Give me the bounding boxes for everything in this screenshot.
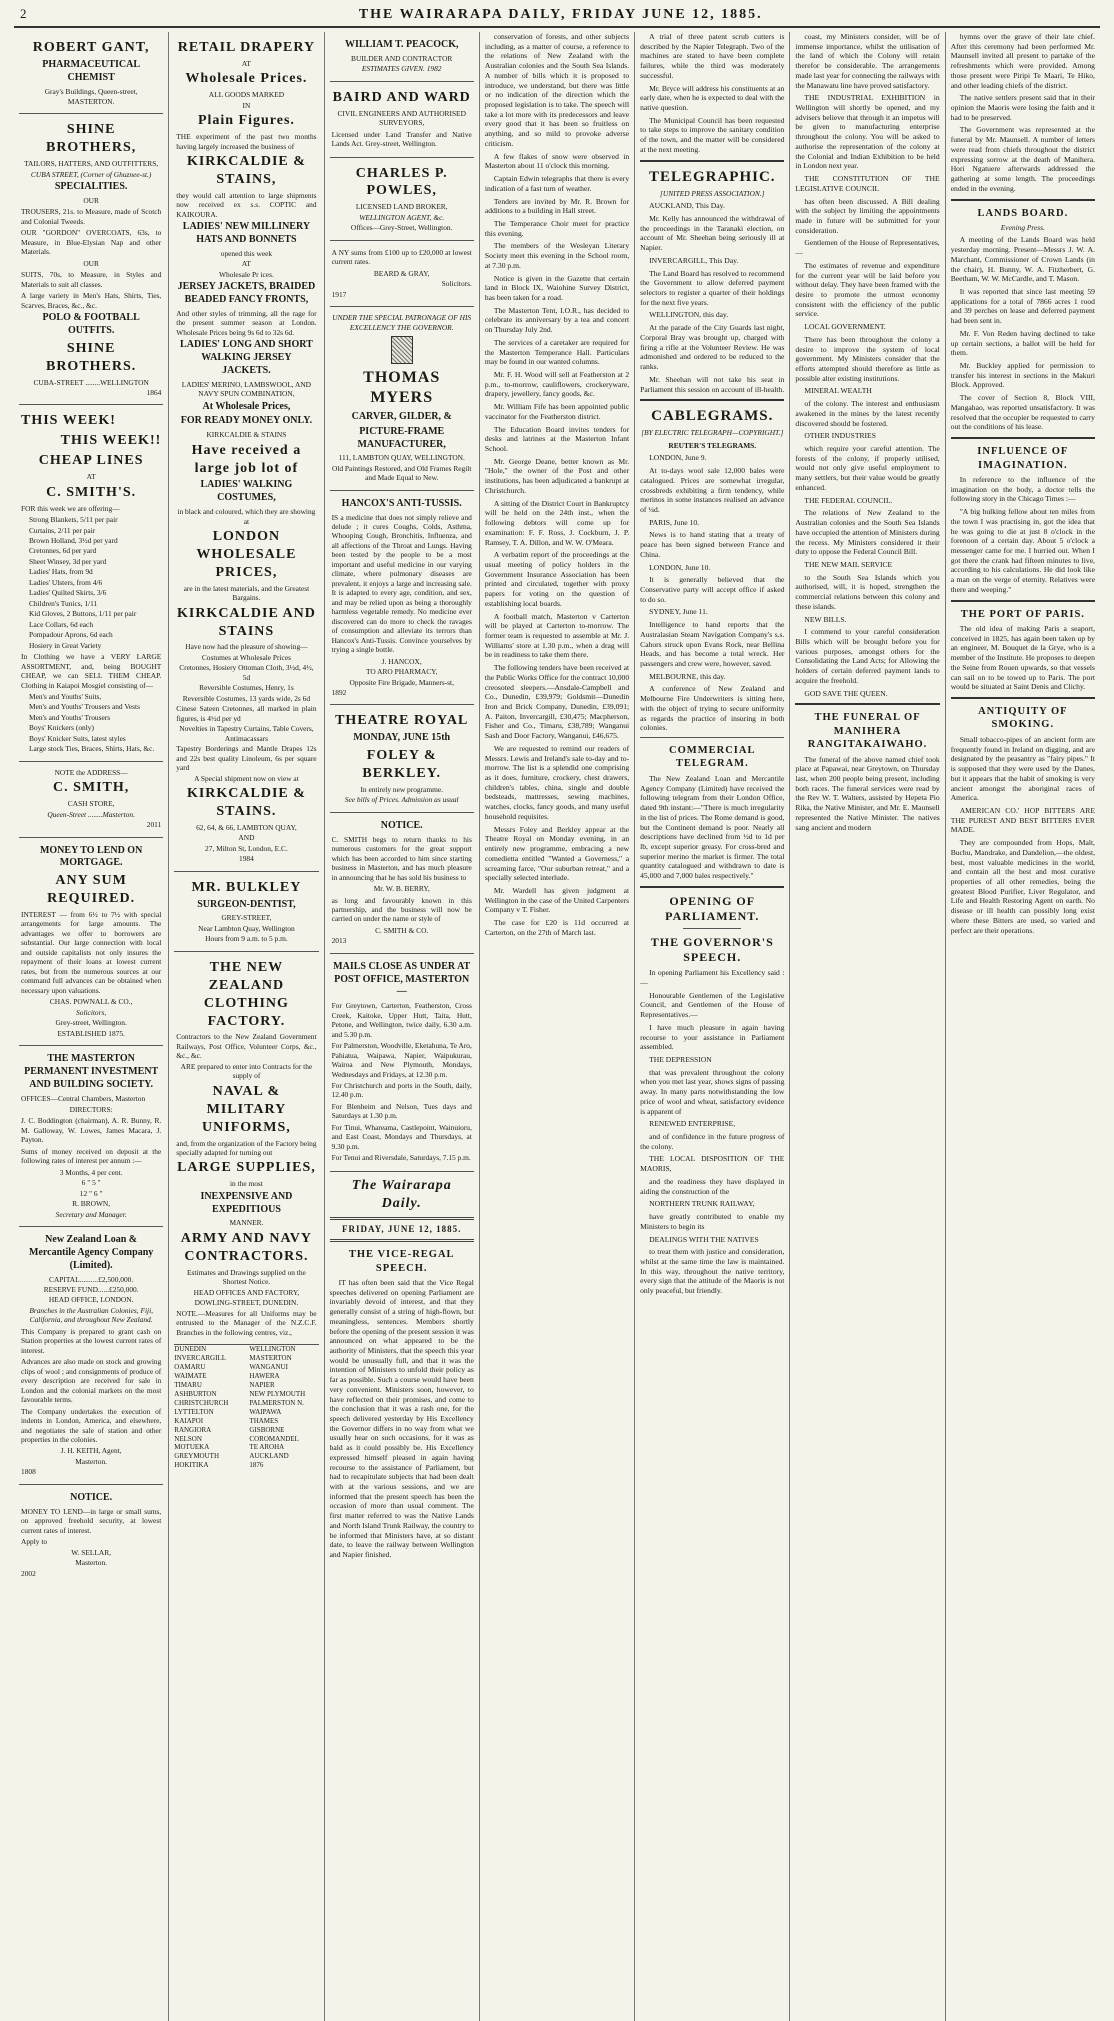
text-line: The Land Board has resolved to recommend the Government to allow deferred payment selectors to register a quarter of their holdings for the next five years.	[640, 268, 785, 307]
list-item: Curtains, 2/11 per pair	[29, 525, 96, 535]
port-of-paris-heading: THE PORT OF PARIS.	[960, 608, 1085, 620]
ad-line: THE NEW ZEALAND CLOTHING FACTORY.	[203, 959, 289, 1029]
ad-line: Plain Figures.	[197, 113, 295, 129]
commercial-body	[640, 774, 784, 881]
text-line: The old idea of making Paris a seaport, conceived in 1825, has again been taken up by an engineer, M. Bouquet de la Grye, who is a member of the Institute. He proposes to deepen the Seine from Rouen upwards, so that vessels can sail on to be towed up to Paris. The port would be situated at Saint Denis and Clichy.	[950, 624, 1095, 692]
text-line: THE CONSTITUTION OF THE LEGISLATIVE COUNCIL	[795, 174, 940, 193]
funeral-heading: THE FUNERAL OF MANIHERA RANGITAKAIWAHO.	[807, 712, 928, 751]
text-line: At the parade of the City Guards last night, Corporal Bray was brought up, charged with firing a rifle at the Volunteer Review. He was admonished and ordered to be reduced to the ranks.	[640, 323, 785, 372]
list-item: TE AROHA	[249, 1443, 285, 1452]
royal-arms-emblem	[332, 336, 472, 364]
text-line: A few flakes of snow were observed in Masterton about 11 o'clock this morning.	[484, 151, 630, 171]
text-line: Messrs Foley and Berkley appear at the Theatre Royal on Monday evening, in an entirely new programme, embracing a new comedietta entitled "Wanted a Governess," a screaming farce, "Our suburban retreat," and a specially selected interlude.	[484, 824, 630, 883]
text-line: At to-days wool sale 12,000 bales were catalogued. Prices are somewhat irregular, crossbreds exhibiting a firm tendency, while merinos in some instances realised an advance of ¼d.	[640, 466, 785, 514]
ad-line: 1984	[239, 854, 254, 864]
ad-line: NAVAL & MILITARY UNIFORMS,	[202, 1083, 291, 1135]
text-line: Small tobacco-pipes of an ancient form are frequently found in Ireland on digging, and are designated by the peasantry as "fairy pipes." It is supposed that they were used by the Danes, but it appears that the habit of smoking is very ancient amongst the aboriginal races of America.	[950, 734, 1095, 803]
list-item: Pompadour Aprons, 6d each	[29, 630, 113, 640]
ad-line: Reversible Costumes, 13 yards wide, 2s 6d	[182, 693, 311, 703]
list-item: Boys' Knickers (only)	[29, 723, 94, 733]
ad-line: are in the latest materials, and the Greatest Bargains.	[183, 583, 310, 603]
text-line: have greatly contributed to enable my Ministers to begin its	[640, 1212, 785, 1231]
editorial-masthead: The Wairarapa Daily.	[351, 1177, 452, 1211]
text-line: "A big hulking fellow about ten miles from the town I was practising in, got the idea that he was going to die at just 8 o'clock in the forenoon of a certain day. About 5 o'clock a messenger came for me. I hurried out. When I got there the crank had fifteen minutes to live, according to his calculations. He did look like a man on the verge of eternity. Relatives were there and weeping."	[950, 507, 1095, 594]
ad-smith-notice: NOTICE. C. SMITH begs to return thanks to his numerous customers for the great support which has been accorded to him since starting business in Masterton, and has much pleasure in announcing that he has sold his business to Mr. W. B. BERRY, as long and favourably known in this partnership, and the business will now be carried on under the name or style of C. SMITH & CO. 2013	[330, 813, 474, 954]
list-item: Large stock Ties, Braces, Shirts, Hats, &c.	[29, 744, 155, 754]
text-line: It was reported that since last meeting 59 applications for a total of 7866 acres 1 rood and 39 perches on lease and deferred payment had been sent in.	[950, 287, 1095, 326]
list-item: 1876	[249, 1461, 264, 1470]
text-line: LONDON, June 9.	[649, 453, 707, 463]
ad-line: AND	[238, 833, 255, 843]
text-line: Mr. Bryce will address his constituents at an early date, when he is expected to deal with the native question.	[640, 83, 785, 113]
ad-line: Estimates and Drawings supplied on the Shortest Notice.	[186, 1267, 306, 1287]
ad-line: they would call attention to large shipments now received ex s.s. COPTIC and KAIKOURA.	[176, 190, 317, 219]
text-line: has often been discussed. A Bill dealing with the subject by limiting the appointments made in future will be submitted for your consideration.	[795, 196, 940, 235]
mail-schedule-line: For Tinui, Whareama, Castlepoint, Wainuioru, and East Coast, Mondays and Thursdays, at 9.30 p.m.	[331, 1122, 472, 1151]
ad-line: A Special shipment now on view at	[194, 773, 299, 783]
ad-line: FOR READY MONEY ONLY.	[180, 415, 313, 427]
editorial-body	[330, 1278, 474, 1560]
text-line: The following tenders have been received at the Public Works Office for the contract 10,000 creosoted sleepers.—Ansdale-Campbell and Co., Dunedin, £39,979; Goldsmit—Dunedin Iron and Brick Company, Dunedin, £39,091; A. Paiton, Invercargill, £30,475; Macpherson, Fisher and Co., Timaru, £38,789; Wanganui Sash and Door Factory, Wanganui, £46,675.	[484, 663, 630, 741]
list-item: WAIPAWA	[249, 1407, 282, 1416]
list-item: KAIAPOI	[174, 1416, 204, 1425]
ad-kirkcaldie-stains	[174, 32, 318, 872]
lands-board-heading: LANDS BOARD.	[977, 207, 1069, 219]
column-6	[790, 32, 945, 2021]
text-line: THE INDUSTRIAL EXHIBITION in Wellington will shortly be opened, and my advisers believe that through it an impetus will be given to manufacturing enterprise throughout the colony. You will be asked to authorise the representation of the colony at the Colonial and Indian Exhibition to be held in London next year.	[795, 93, 940, 171]
list-item: Children's Tunics, 1/11	[29, 598, 98, 608]
ad-line: ARMY AND NAVY CONTRACTORS.	[180, 1230, 313, 1264]
list-item: MOTUEKA	[174, 1443, 210, 1452]
text-line: LONDON, June 10.	[649, 562, 711, 572]
text-line: AMERICAN CO.' HOP BITTERS ARE THE PUREST AND BEST BITTERS EVER MADE.	[950, 805, 1095, 835]
ad-line: Wholesale Prices.	[185, 71, 308, 87]
list-item: COROMANDEL	[249, 1434, 299, 1443]
ad-line: and, from the organization of the Factory being specially adapted for turning out	[176, 1138, 317, 1157]
ad-line: Cinese Sateen Cretonnes, all marked in plain figures, is 4½d per yd	[176, 704, 317, 723]
column-2	[169, 32, 324, 2021]
port-of-paris-body	[951, 624, 1095, 692]
text-line: NEW BILLS.	[804, 614, 847, 624]
ad-line: Tapestry Borderings and Mantle Drapes 12s and 22s best quality Linoleum, 6s per square yard	[176, 744, 317, 773]
column-3	[325, 32, 480, 2021]
ad-theatre-royal: THEATRE ROYAL MONDAY, JUNE 15th FOLEY & BERKLEY. In entirely new programme. See bills of Prices. Admission as usual	[330, 705, 474, 812]
mail-schedule-line: For Greytown, Carterton, Featherston, Cross Creek, Kaitoke, Upper Hutt, Taita, Hutt, Petone, and Wellington, twice daily, 6.30 a.m. and 5.30 p.m.	[331, 1001, 472, 1039]
list-item: WAIMATE	[174, 1371, 207, 1380]
column-7: hymns over the grave of their late chief. After this ceremony had been performed Mr. Maunsell invited all present to partake of the refreshments which were provided. Among those present were Piripi Te Maari, Te Hiko, and other leading chiefs of the district. The native settlers present said that in their opinion the Maoris were losing the faith and it had to be preserved. The Government was represented at the funeral by Mr. Maunsell. A number of letters were read from chiefs throughout the district expressing sorrow at the death of Manihera. Hori Ngatuere afterwards addressed the gathering at some length. The proceedings ended in the evening. LANDS BOARD. Evening Press. A meeting of the Lands Board was held yesterday morning. Present—Messrs J. W. A. Marchant, Commissioner of Crown Lands (in the chair), H. Bunny, W. A. Fitzherbert, G. Beetham, W. W. McCardle, and T. Mason. It was reported that since last meeting 59 applications for a total of 7866 acres 1 rood and 39 perches on lease and deferred payment had been sent in. Mr. F. Von Reden having declined to take up certain sections, a ballot will be held for them. Mr. Buckley applied for permission to transfer his interest in sections in the Makuri Block. Approved. The cover of Section 8, Block VIII, Mangahao, was reported unsatisfactory. It was resolved that the occupier be requested to carry out the conditions of his lease. INFLUENCE OF IMAGINATION. In reference to the influence of the imagination on the body, a doctor tells the following story in the Chicago Times :— "A big hulking fellow about ten miles from the town I was practising in, got the idea that he was going to die at just 8 o'clock in the forenoon of a certain day. About 5 o'clock a messenger came for me. I hurried out. When I got there the crank had fifteen minutes to live, according to his calculations. He did look like a man on the verge of eternity. Relatives were there and weeping." THE PORT OF PARIS. The old idea of making Paris a seaport, conceived in 1825, has again been taken up by an engineer, M. Bouquet de la Grye, who is a member of the Institute. He proposes to deepen the Seine from Rouen upwards, so that vessels can sail on to be towed up to Paris. The port would be situated at Saint Denis and Clichy. ANTIQUITY OF SMOKING. Small tobacco-pipes of an ancient form are frequently found in Ireland on digging, and are designated by the peasantry as "fairy pipes." It is supposed that they were used by the Danes, but it appears that the habit of smoking is very ancient amongst the aboriginal races of America. AMERICAN CO.' HOP BITTERS ARE THE PUREST AND BEST BITTERS EVER MADE. They are compounded from Hops, Malt, Buchu, Mandrake, and Dandelion,—the oldest, best, most valuable medicines in the world, and contain all the best and most curative properties of all other remedies, being the greatest Blood Purifier, Liver Regulator, and Life and Health Restoring Agent on earth. No disease or ill health can possibly long exist where these Bitters are used, so varied and perfect are their operations.	[950, 32, 1095, 935]
ad-powles: CHARLES P. POWLES, LICENSED LAND BROKER, WELLINGTON AGENT, &c. Offices—Grey-Street, Wellington.	[330, 158, 474, 241]
text-line: The Government was represented at the funeral by Mr. Maunsell. A number of letters were read from chiefs throughout the district expressing sorrow at the death of Manihera. Hori Ngatuere afterwards addressed the gathering at some length. The proceedings ended in the evening.	[950, 125, 1095, 193]
text-line: NORTHERN TRUNK RAILWAY,	[649, 1199, 755, 1209]
ad-line: NOTE.—Measures for all Uniforms may be entrusted to the Manager of the N.Z.C.F. Branches in the following centres, viz.,	[176, 1308, 317, 1337]
ad-line: DOWLING-STREET, DUNEDIN.	[194, 1298, 299, 1308]
list-item: OAMARU	[174, 1362, 206, 1371]
text-line: to the South Sea Islands which you authorised, will, it is hoped, strengthen the commercial relations between this colony and these islands.	[795, 572, 940, 611]
ad-c-smith-cheap-lines: THIS WEEK! THIS WEEK!! CHEAP LINES AT C. SMITH'S. FOR this week we are offering— Strong Blankets, 5/11 per pair Curtains, 2/11 per pair Brown Holland, 3½d per yard Cretonnes, 6d per yard Sheet Winsey, 3d per yard Ladies' Hats, from 9d Ladies' Ulsters, from 4/6 Ladies' Quilted Skirts, 3/6 Children's Tunics, 1/11 Kid Gloves, 2 Buttons, 1/11 per pair Lace Collars, 6d each Pompadour Aprons, 6d each Hosiery in Great Variety In Clothing we have a VERY LARGE ASSORTMENT, and, being BOUGHT CHEAP, we can SELL THEM CHEAP. Clothing in Kaiapoi Mosgiel consisting of— Men's and Youths' Suits, Men's and Youths' Trousers and Vests Men's and Youths' Trousers Boys' Knickers (only) Boys' Knicker Suits, latest styles Large stock Ties, Braces, Shirts, Hats, &c.	[19, 405, 163, 761]
text-line: THE NEW MAIL SERVICE	[804, 559, 893, 569]
smoking-heading: ANTIQUITY OF SMOKING.	[978, 706, 1068, 731]
ad-line: Novelties in Tapestry Curtains, Table Covers, Antimacassars	[179, 724, 314, 743]
list-item: Strong Blankets, 5/11 per pair	[29, 515, 118, 525]
text-line: which require your careful attention. The forests of the colony, if properly utilised, would not only give useful employment to many settlers, but their value would be greatly enhanced.	[795, 444, 940, 492]
ad-building-society: THE MASTERTON PERMANENT INVESTMENT AND BUILDING SOCIETY. OFFICES—Central Chambers, Masterton DIRECTORS: J. C. Boddington (chairman), A. R. Bunny, R. M. Galloway, W. Lowes, James Macara, J. Payton. Sums of money received on deposit at the following rates of interest per annum :— 3 Months, 4 per cent. 6 " 5 " 12 " 6 " R. BROWN, Secretary and Manager.	[19, 1046, 163, 1227]
ad-line: LADIES' NEW MILLINERY HATS AND BONNETS	[182, 221, 311, 246]
column-1	[14, 32, 169, 2021]
text-line: The members of the Wesleyan Literary Society meet this evening in the School room, at 7.30 p.m.	[484, 241, 630, 270]
list-item: Kid Gloves, 2 Buttons, 1/11 per pair	[29, 609, 137, 619]
ad-beard-gray: A NY sums from £100 up to £20,000 at lowest current rates. BEARD & GRAY, Solicitors. 1917	[330, 241, 474, 307]
list-item: NEW PLYMOUTH	[249, 1389, 306, 1398]
text-line: A sitting of the District Court in Bankruptcy will be held on the 24th inst., when the following debtors will come up for examination: F. F. Ross, J. Cockburn, J. P. Ramsey, T. A. Dillon, and W. W. O'Meara.	[484, 498, 630, 547]
text-line: The native settlers present said that in their opinion the Maoris were losing the faith and it had to be preserved.	[950, 93, 1095, 122]
ad-money-to-lend-mortgage: MONEY TO LEND ON MORTGAGE. ANY SUM REQUIRED. INTEREST — from 6½ to 7½ with special arrangements for large amounts. The advantages we offer to borrowers are substantial. Our large connection with local and outside capitalists not only insures the repayment of their loans at lowest current rates, but from the numerous sources at our command full advances can be obtained when necessary upon valuations. CHAS. POWNALL & CO., Solicitors, Grey-street, Wellington. ESTABLISHED 1875.	[19, 838, 163, 1047]
telegraphic-body	[640, 201, 784, 394]
text-line: They are compounded from Hops, Malt, Buchu, Mandrake, and Dandelion,—the oldest, best, most valuable medicines in the world, and contain all the best and most curative properties of all other remedies, being the greatest Blood Purifier, Liver Regulator, and Life and Health Restoring Agent on earth. No disease or ill health can possibly long exist where these Bitters are used, so varied and perfect are their operations.	[950, 838, 1095, 935]
text-line: Mr. F. Von Reden having declined to take up certain sections, a ballot will be held for them.	[950, 328, 1095, 358]
ad-line: IN	[242, 100, 251, 110]
text-line: Tenders are invited by Mr. R. Brown for additions to a building in Hall street.	[484, 196, 630, 216]
text-line: Notice is given in the Gazette that certain land in Block IX, Waiohine Survey District, has been taken for a road.	[484, 273, 630, 302]
ad-line: KIRKCALDIE & STAINS	[206, 430, 287, 440]
text-line: I commend to your careful consideration Bills which will be brought before you for various purposes, amongst others for the Consolidating the Land Acts; for Allowing the holders of certain deferred payment lands to acquire the freehold.	[795, 627, 940, 685]
list-item: RANGIORA	[174, 1425, 212, 1434]
imagination-heading: INFLUENCE OF IMAGINATION.	[977, 446, 1069, 471]
text-line: of the colony. The interest and enthusiasm awakened in the mines by the latest recently discovered should be fostered.	[795, 399, 940, 428]
text-line: THE DEPRESSION	[649, 1055, 712, 1064]
ad-notice-money: NOTICE. MONEY TO LEND—in large or small sums, on approved freehold security, at lowest current rates of interest. Apply to W. SELLAR, Masterton. 2002	[21, 1491, 162, 1578]
ad-line: Have now had the pleasure of showing—	[185, 642, 308, 652]
list-item: ASHBURTON	[174, 1389, 217, 1398]
ad-clothing-factory	[174, 952, 318, 1345]
agents-list	[174, 1345, 318, 1470]
parliament-heading: OPENING OF PARLIAMENT.	[665, 893, 760, 924]
list-item: TIMARU	[174, 1380, 202, 1389]
list-item: PALMERSTON N.	[249, 1398, 304, 1407]
list-item: HAWERA	[249, 1371, 280, 1380]
ad-shine-brothers: SHINE BROTHERS, TAILORS, HATTERS, AND OUTFITTERS, CUBA STREET, (Corner of Ghuznee-st.) SPECIALITIES. OUR TROUSERS, 21s. to Measure, made of Scotch and Colonial Tweeds. OUR "GORDON" OVERCOATS, 63s, to Measure, in Blue-Elysian Nap and other Materials. OUR SUITS, 70s, to Measure, in Styles and Materials to suit all classes. A large variety in Men's Hats, Shirts, Ties, Scarves, Braces, &c., &c. POLO & FOOTBALL OUTFITS. SHINE BROTHERS. CUBA-STREET ........WELLINGTON 1864	[19, 114, 163, 405]
text-line: GOD SAVE THE QUEEN.	[804, 688, 888, 698]
text-line: Mr. William Fife has been appointed public vaccinator for the Featherston district.	[484, 402, 630, 421]
commercial-heading: COMMERCIAL TELEGRAM.	[669, 745, 756, 770]
imagination-body	[951, 475, 1095, 595]
page-number: 2	[20, 6, 28, 21]
ad-line: KIRKCALDIE & STAINS,	[186, 154, 306, 187]
ad-line: in black and coloured, which they are showing at	[177, 507, 316, 526]
mail-schedule-line: For Tenui and Riversdale, Saturdays, 7.15 p.m.	[331, 1153, 471, 1163]
list-item: AUCKLAND	[249, 1452, 289, 1461]
text-line: The estimates of revenue and expenditure for the current year will be laid before you without delay. They have been framed with the desire to promote the utmost economy consistent with the efficiency of the public service.	[795, 260, 940, 319]
ad-line: Wholesale Pr ices.	[219, 269, 274, 279]
list-item: LYTTELTON	[174, 1407, 214, 1416]
list-item: Sheet Winsey, 3d per yard	[29, 556, 107, 566]
list-item: HOKITIKA	[174, 1461, 209, 1470]
funeral-continued	[951, 32, 1095, 194]
text-line: Intelligence to hand reports that the Australasian Steam Navigation Company's s.s. Cahors struck upon Evans Rock, near Bellina Heads, and has become a total wreck. Her passengers and crew were, however, saved.	[640, 620, 785, 668]
ad-line: AT	[241, 58, 251, 68]
text-line: The Temperance Choir meet for practice this evening.	[484, 218, 630, 238]
list-item: DUNEDIN	[174, 1345, 207, 1353]
text-line: A conference of New Zealand and Melbourne Fire Underwriters is sitting here, with the object of trying to secure uniformity as regards the practice of insuring in both colonies.	[640, 684, 785, 733]
speech-heading: THE GOVERNOR'S SPEECH.	[650, 934, 774, 964]
list-item: THAMES	[249, 1416, 279, 1425]
text-line: The funeral of the above named chief took place at Papawai, near Greytown, on Thursday last, when 200 people being present, including both races. The funeral services were read by the Rev W. T. Walters, assisted by Hepeta Pio Rika, the Native Minister, and Mr. E. Maunsell represented the Native Minister. The natives sang ancient and modern	[795, 754, 940, 832]
list-item: NELSON	[174, 1434, 202, 1443]
list-item: Brown Holland, 3½d per yard	[29, 535, 118, 545]
mail-schedule-line: MAILS CLOSE AS UNDER AT POST OFFICE, MASTERTON—	[333, 960, 471, 998]
text-line: There has been throughout the colony a desire to improve the system of local government. My Ministers consider that the efforts attempted should therefore as little as possible alter existing institutions.	[795, 334, 940, 383]
list-item: Lace Collars, 6d each	[29, 619, 94, 629]
ad-line: THE experiment of the past two months having largely increased the business of	[176, 132, 317, 151]
text-line: conservation of forests, and other subjects including, as a matter of course, a reference to the relations of New Zealand with the Australian colonies and the South Sea Islands. A number of bills which it is proposed to introduce, we understand, but there was little or no indication of the direction which the proposed legislation is to take. The speech will take a lot more with its predecessors and leave every good that it has been so fruitless on anything, and so mild to provoke adverse criticism.	[484, 32, 630, 148]
list-item: INVERCARGILL	[174, 1353, 226, 1362]
cablegrams-heading: CABLEGRAMS.	[651, 408, 774, 425]
list-item: WANGANUI	[249, 1362, 288, 1371]
text-line: A verbatim report of the proceedings at the usual meeting of policy holders in the Government Insurance Association has been printed and circulated, together with proxy papers for voting on the question of establishing local boards.	[484, 550, 630, 608]
text-line: IT has often been said that the Vice Regal speeches delivered on opening Parliament are invariably devoid of interest, and that they generally consist of a string of high-flown, but meaningless, sentences. Members shortly before the opening of the present session it was announced on what appeared to be the authority of Ministers, that the speech this year would be unusually full, and that it was the intention of Ministers to unfold their policy as far as possible. Such a course would have been very convenient. Ministers soon, however, to have reflected on their promises, and come to the conclusion that it was a rash one, for the speech delivered yesterday by His Excellency the Governor differs in no way from what we usually hear on such occasions, for it was as bald as it could possibly be. His Excellency expressed himself pleased in again having recourse to the assistance of Parliament, but had to recapitulate subjects that had been dealt with at the various sessions, and we are informed that the present speech has been the occasion of more than usual comment. The first matter referred to was the Native Lands and North Island Trunk Railway, the country to be informed that Ministers have, at so distant date, to leave the railway between Wellington and Napier finished.	[329, 1277, 474, 1560]
ad-c-smith-address: NOTE the ADDRESS— C. SMITH, CASH STORE, Queen-Street ........Masterton. 2011	[19, 762, 163, 838]
text-line: Mr. Sheehan will not take his seat in Parliament this session on account of ill-health.	[640, 374, 785, 394]
text-line: RENEWED ENTERPRISE,	[649, 1119, 736, 1129]
price-list	[21, 515, 161, 650]
column-5: A trial of three patent scrub cutters is described by the Napier Telegraph. Two of the machines are stated to have been complete failures, while the third was moderately successful. Mr. Bryce will address his constituents at an early date, when he is expected to deal with the native question. The Municipal Council has been requested to take steps to improve the sanitary condition of the town, and the matter will be considered at the next meeting. TELEGRAPHIC. [UNITED PRESS ASSOCIATION.] AUCKLAND, This Day. Mr. Kelly has announced the withdrawal of the proceedings in the Taranaki election, on account of Mr. Sheehan being seriously ill at Napier. INVERCARGILL, This Day. The Land Board has resolved to recommend the Government to allow deferred payment selectors to register a quarter of their holdings for the next five years. WELLINGTON, this day. At the parade of the City Guards last night, Corporal Bray was brought up, charged with firing a rifle at the Volunteer Review. He was admonished and ordered to be reduced to the ranks. Mr. Sheehan will not take his seat in Parliament this session on account of ill-health. CABLEGRAMS. [BY ELECTRIC TELEGRAPH—COPYRIGHT.] REUTER'S TELEGRAMS. LONDON, June 9. At to-days wool sale 12,000 bales were catalogued. Prices are somewhat irregular, crossbreds exhibiting a firm tendency, while merinos in some instances realised an advance of ¼d. PARIS, June 10. News is to hand stating that a treaty of peace has been signed between France and China. LONDON, June 10. It is generally believed that the Conservative party will accept office if asked to do so. SYDNEY, June 11. Intelligence to hand reports that the Australasian Steam Navigation Company's s.s. Cahors struck upon Evans Rock, near Bellina Heads, and has become a total wreck. Her passengers and crew were, however, saved. MELBOURNE, this day. A conference of New Zealand and Melbourne Fire Underwriters is sitting here, with the object of trying to secure uniformity as regards the practice of insuring in both colonies. COMMERCIAL TELEGRAM. The New Zealand Loan and Mercantile Agency Company (Limited) have received the following telegram from their London Office, dated 9th instant:—"There is much irregularity in the list of prices. The Rome demand is good, but the Continent demand is poor. Nearly all descriptions have declined from ½d to 1d per lb, except superior greasy. For cross-bred and superior merino the market is firmer. The total quantity catalogued and withdrawn to date is 45,000 and 7,000 bales respectively." OPENING OF PARLIAMENT. THE GOVERNOR'S SPEECH. In opening Parliament his Excellency said :— Honourable Gentlemen of the Legislative Council, and Gentlemen of the House of Representatives.— I have much pleasure in again having recourse to your assistance in Parliament assembled. THE DEPRESSION that was prevalent throughout the colony when you met last year, shows signs of passing away. In many parts notwithstanding the low price of wool and wheat, satisfactory evidence is apparent of RENEWED ENTERPRISE, and of confidence in the future progress of the colony. THE LOCAL DISPOSITION OF THE MAORIS, and the readiness they have displayed in aiding the construction of the NORTHERN TRUNK RAILWAY, have greatly contributed to enable my Ministers to begin its DEALINGS WITH THE NATIVES to treat them with justice and consideration, whilst at the same time the law is maintained. In this way, throughout the native territory, every sign that the attitude of the Maoris is not only peaceful, but friendly.	[635, 32, 790, 2021]
text-line: It is generally believed that the Conservative party will accept office if asked to do so.	[640, 575, 785, 604]
text-line: The services of a caretaker are required for the Masterton Temperance Hall. Particulars may be found in our wanted columns.	[484, 337, 630, 367]
speech-body	[640, 968, 784, 1296]
text-line: and of confidence in the future progress of the colony.	[640, 1132, 785, 1151]
text-line: that was prevalent throughout the colony when you met last year, shows signs of passing away. In many parts notwithstanding the low price of wool and wheat, satisfactory evidence is apparent of	[640, 1067, 785, 1116]
list-item: Men's and Youths' Trousers and Vests	[29, 702, 140, 712]
text-line: Mr. F. H. Wood will sell at Featherston at 2 p.m., to-morrow, cauliflowers, crockeryware, drapery, jewellery, fancy goods, &c.	[484, 370, 630, 399]
text-line: coast, my Ministers consider, will be of immense importance, whilst the utilisation of the land of which the Colony will retain therefor be considerable. The arrangements made last year for connecting the railways with the Manawatu line have proved satisfactory.	[795, 32, 940, 90]
ad-line: INEXPENSIVE AND EXPEDITIOUS	[200, 1190, 293, 1215]
text-line: MELBOURNE, this day.	[649, 671, 726, 681]
text-line: hymns over the grave of their late chief. After this ceremony had been performed Mr. Maunsell invited all present to partake of the refreshments which were provided. Among those present were Piripi Te Maari, Te Hiko, and other leading chiefs of the district.	[950, 32, 1095, 90]
list-item: Men's and Youths' Trousers	[29, 712, 111, 722]
ad-nz-loan-mercantile: New Zealand Loan & Mercantile Agency Company (Limited). CAPITAL..........£2,500,000. RESERVE FUND......£250,000. HEAD OFFICE, LONDON. Branches in the Australian Colonies, Fiji, California, and throughout New Zealand. This Company is prepared to grant cash on Station properties at the lowest current rates of interest. Advances are also made on stock and growing clips of wool ; and consignments of produce of every description are received for sale in London and the colonial markets on the most favourable terms. The Company undertakes the execution of indents in London, America, and elsewhere, and negotiates the sale of station and other properties in the colonies. J. H. KEITH, Agent, Masterton. 1808	[19, 1227, 163, 1485]
mail-schedule-line: For Christchurch and ports in the South, daily, 12.40 p.m.	[331, 1081, 472, 1100]
telegraphic-heading: TELEGRAPHIC.	[648, 168, 776, 185]
text-line: A meeting of the Lands Board was held yesterday morning. Present—Messrs J. W. A. Marchant, Commissioner of Crown Lands (in the chair), H. Bunny, W. A. Fitzherbert, G. Beetham, W. W. McCardle, and T. Mason.	[950, 235, 1095, 284]
list-item: Cretonnes, 6d per yard	[29, 546, 97, 556]
ad-line: LADIES' MERINO, LAMBSWOOL, AND NAVY SPUN COMBINATION,	[181, 379, 312, 399]
ad-line: HEAD OFFICES AND FACTORY,	[193, 1287, 300, 1297]
ad-hancox: HANCOX'S ANTI-TUSSIS. IS a medicine that does not simply relieve and delude ; it cures Coughs, Colds, Asthma, Whooping Cough, Bronchitis, Influenza, and all affections of the Throat and Lungs. Having been tested by the people to be a most important and useful medicine in our varying climate, where pulmonary diseases are prevalent, it enjoys a large and increasing sale. It is adapted to every age, condition, and sex, and may be relied upon as being a thoroughly harmless vegetable remedy. No medicine ever discovered can do more to check the ravages of consumption and alleviate its terrors than Hancox's Anti-Tussis. Convince yourselves by trying a single bottle. J. HANCOX, TO ARO PHARMACY, Opposite Fire Brigade, Manners-st, 1892	[330, 491, 474, 706]
funeral-body	[795, 755, 939, 833]
text-line: PARIS, June 10.	[649, 517, 700, 527]
local-news-continued	[640, 32, 784, 155]
text-line: We are requested to remind our readers of Messrs. Lewis and Ireland's sale to-day and to-morrow. The list is a splendid one comprising as it does, furniture, crockery, chest drawers, children's tables, china, single and double bedsteads, mattresses, sewing machines, watches, clocks, fancy goods, and many useful household requisites.	[484, 743, 630, 821]
text-line: INVERCARGILL, This Day.	[649, 255, 739, 265]
text-line: Mr. George Deane, better known as Mr. "Hole," the owner of the Post and other institutions, has been adjudicated a bankrupt at Christchurch.	[484, 456, 630, 495]
ad-line: Have received a large job lot of	[191, 442, 302, 476]
text-line: LOCAL GOVERNMENT.	[804, 322, 886, 332]
ad-line: Cretonnes, Hosiery Ottoman Cloth, 3½d, 4½, 5d	[179, 663, 314, 682]
text-line: In reference to the influence of the imagination on the body, a doctor tells the following story in the Chicago Times :—	[950, 474, 1095, 504]
list-item: GREYMOUTH	[174, 1452, 220, 1461]
text-line: A trial of three patent scrub cutters is described by the Napier Telegraph. Two of the machines are stated to have been complete failures, while the third was moderately successful.	[640, 32, 785, 80]
list-item: MASTERTON	[249, 1353, 292, 1362]
text-line: The relations of New Zealand to the Australian colonies and the South Sea Islands have occupied the attention of Ministers during the recess. My Ministers considered it their duty to oppose the Federal Council Bill.	[795, 508, 940, 557]
text-line: I have much pleasure in again having recourse to your assistance in Parliament assembled.	[640, 1022, 785, 1052]
text-line: to treat them with justice and consideration, whilst at the same time the law is maintained. In this way, throughout the native territory, every sign that the attitude of the Maoris is not only peaceful, but friendly.	[640, 1247, 785, 1296]
ad-bulkley-dentist: MR. BULKLEY SURGEON-DENTIST, GREY-STREET, Near Lambton Quay, Wellington Hours from 9 a.m. to 5 p.m.	[174, 872, 318, 952]
list-item: Hosiery in Great Variety	[29, 640, 102, 650]
ad-line: LADIES' LONG AND SHORT WALKING JERSEY JACKETS.	[180, 339, 313, 376]
text-line: Mr. Kelly has announced the withdrawal of the proceedings in the Taranaki election, on account of Mr. Sheehan being seriously ill at Napier.	[640, 214, 785, 253]
text-line: The Municipal Council has been requested to take steps to improve the sanitary condition of the town, and the matter will be considered at the next meeting.	[640, 115, 785, 154]
text-line: The Masterton Tent, I.O.R., has decided to celebrate its anniversary by a tea and concert on Thursday July 2nd.	[484, 305, 630, 335]
ad-line: LADIES' WALKING COSTUMES,	[200, 479, 293, 504]
ad-mails	[330, 954, 474, 1172]
list-item: Boys' Knicker Suits, latest styles	[29, 733, 126, 743]
editorial-heading: THE VICE-REGAL SPEECH.	[348, 1249, 455, 1274]
text-line: Mr. Buckley applied for permission to transfer his interest in sections in the Makuri Block. Approved.	[950, 361, 1095, 390]
ad-peacock: WILLIAM T. PEACOCK, BUILDER AND CONTRACTOR ESTIMATES GIVEN. 1982	[330, 32, 474, 82]
ad-line: Contractors to the New Zealand Government Railways, Post Office, Volunteer Corps, &c., &c., &c.	[176, 1032, 317, 1061]
paper-title: THE WAIRARAPA DAILY, FRIDAY JUNE 12, 1885.	[358, 7, 763, 22]
ad-line: 27, Milton St, London, E.C.	[205, 843, 288, 853]
crest-icon	[391, 336, 413, 364]
clothing-list	[21, 692, 161, 754]
ad-line: LARGE SUPPLIES,	[177, 1160, 316, 1176]
text-line: OTHER INDUSTRIES	[804, 431, 876, 441]
ad-robert-gant: ROBERT GANT, PHARMACEUTICAL CHEMIST Gray's Buildings, Queen-street, MASTERTON.	[19, 32, 163, 114]
speech-continued	[795, 32, 939, 698]
list-item: Ladies' Ulsters, from 4/6	[29, 577, 103, 587]
ad-line: And other styles of trimming, all the rage for the present summer season at London. Wholesale Prices being 9s 6d to 32s 6d.	[176, 308, 317, 337]
text-line: The cover of Section 8, Block VIII, Mangahao, was reported unsatisfactory. It was resolved that the occupier be requested to carry out the conditions of his lease.	[950, 393, 1095, 432]
ad-baird-ward: BAIRD AND WARD CIVIL ENGINEERS AND AUTHORISED SURVEYORS, Licensed under Land Transfer and Native Lands Act. Grey-street, Wellington.	[330, 82, 474, 158]
columns	[14, 32, 1100, 2021]
text-line: Captain Edwin telegraphs that there is every indication of a fast turn of weather.	[484, 174, 630, 193]
list-item: CHRISTCHURCH	[174, 1398, 229, 1407]
ad-line: At Wholesale Prices,	[202, 400, 291, 412]
ad-line: KIRKCALDIE AND STAINS	[176, 605, 316, 639]
local-news	[485, 32, 629, 938]
ad-line: ARE prepared to enter into Contracts for the supply of	[180, 1061, 313, 1081]
text-line: WELLINGTON, this day.	[649, 310, 729, 320]
ad-line: Reversible Costumes, Henry, 1s	[199, 683, 294, 693]
page-header	[14, 6, 1100, 28]
text-line: A football match, Masterton v Carterton will be played at Carterton to-morrow. The former team is requested to assemble at Mr. J. Williams' store at 1.30 p.m., when a drag will be in readiness to take them there.	[484, 611, 630, 660]
text-line: The Education Board invites tenders for desks and latrines at the Masterton Infant School.	[484, 424, 630, 454]
ad-line: opened this week	[220, 248, 273, 258]
text-line: MINERAL WEALTH	[804, 386, 872, 396]
list-item: GISBORNE	[249, 1425, 285, 1434]
ad-line: MANNER.	[229, 1218, 264, 1228]
text-line: DEALINGS WITH THE NATIVES	[649, 1234, 759, 1244]
text-line: In opening Parliament his Excellency said :—	[640, 968, 785, 987]
list-item: Ladies' Hats, from 9d	[29, 567, 93, 577]
lands-board-body	[951, 235, 1095, 432]
smoking-body	[951, 735, 1095, 935]
text-line: News is to hand stating that a treaty of peace has been signed between France and China.	[640, 530, 785, 559]
text-line: Gentlemen of the House of Representatives,—	[795, 238, 940, 258]
ad-thomas-myers: UNDER THE SPECIAL PATRONAGE OF HIS EXCELLENCY THE GOVERNOR. THOMAS MYERS CARVER, GILDER, & PICTURE-FRAME MANUFACTURER, 111, LAMBTON QUAY, WELLINGTON. Old Paintings Restored, and Old Frames Regilt and Made Equal to New.	[330, 307, 474, 491]
text-line: Honourable Gentlemen of the Legislative Council, and Gentlemen of the House of Representatives.—	[640, 990, 785, 1020]
text-line: THE LOCAL DISPOSITION OF THE MAORIS,	[640, 1154, 785, 1174]
ad-line: RETAIL DRAPERY	[177, 40, 316, 55]
ad-line: AT	[241, 259, 251, 269]
column-4	[480, 32, 635, 2021]
ad-line: KIRKCALDIE & STAINS.	[186, 786, 306, 819]
cablegrams-body	[640, 453, 784, 733]
list-item: Ladies' Quilted Skirts, 3/6	[29, 588, 107, 598]
list-item: NAPIER	[249, 1380, 275, 1389]
ad-line: 62, 64, & 66, LAMBTON QUAY,	[196, 822, 297, 832]
text-line: and the readiness they have displayed in aiding the construction of the	[640, 1176, 785, 1196]
list-item: Men's and Youths' Suits,	[29, 692, 102, 702]
text-line: AUCKLAND, This Day.	[649, 201, 725, 211]
ad-line: JERSEY JACKETS, BRAIDED BEADED FANCY FRONTS,	[177, 281, 316, 306]
ad-line: LONDON WHOLESALE PRICES,	[196, 529, 297, 580]
mail-schedule-line: For Palmerston, Woodville, Eketahuna, Te Aro, Pahiatua, Waipawa, Napier, Waipukurau, Wairoa and New Plymouth, Mondays, Wednesdays and Fridays, at 12.30 p.m.	[331, 1041, 472, 1079]
text-line: THE FEDERAL COUNCIL.	[804, 495, 893, 505]
list-item: WELLINGTON	[249, 1345, 296, 1353]
ad-line: Costumes at Wholesale Prices	[201, 652, 291, 662]
text-line: Mr. Wardell has given judgment at Wellington in the case of the United Carpenters Company v T. Fisher.	[484, 885, 630, 915]
ad-line: in the most	[229, 1179, 263, 1189]
text-line: The case for £20 is 11d occurred at Carterton, on the 27th of March last.	[484, 918, 630, 937]
text-line: The New Zealand Loan and Mercantile Agency Company (Limited) have received the following telegram from their London Office, dated 9th instant:—"There is much irregularity in the list of prices. The Rome demand is good, but the Continent demand is poor. Nearly all descriptions have declined from ½d to 1d per lb, except superior greasy. For cross-bred and superior merino the market is firmer. The total quantity catalogued and withdrawn to date is 45,000 and 7,000 bales respectively."	[640, 773, 785, 881]
mail-schedule-line: For Blenheim and Nelson, Tues days and Saturdays at 1.30 p.m.	[331, 1101, 472, 1121]
ad-line: ALL GOODS MARKED	[208, 90, 285, 100]
text-line: SYDNEY, June 11.	[649, 607, 708, 617]
issue-date: FRIDAY, JUNE 12, 1885.	[342, 1223, 462, 1234]
